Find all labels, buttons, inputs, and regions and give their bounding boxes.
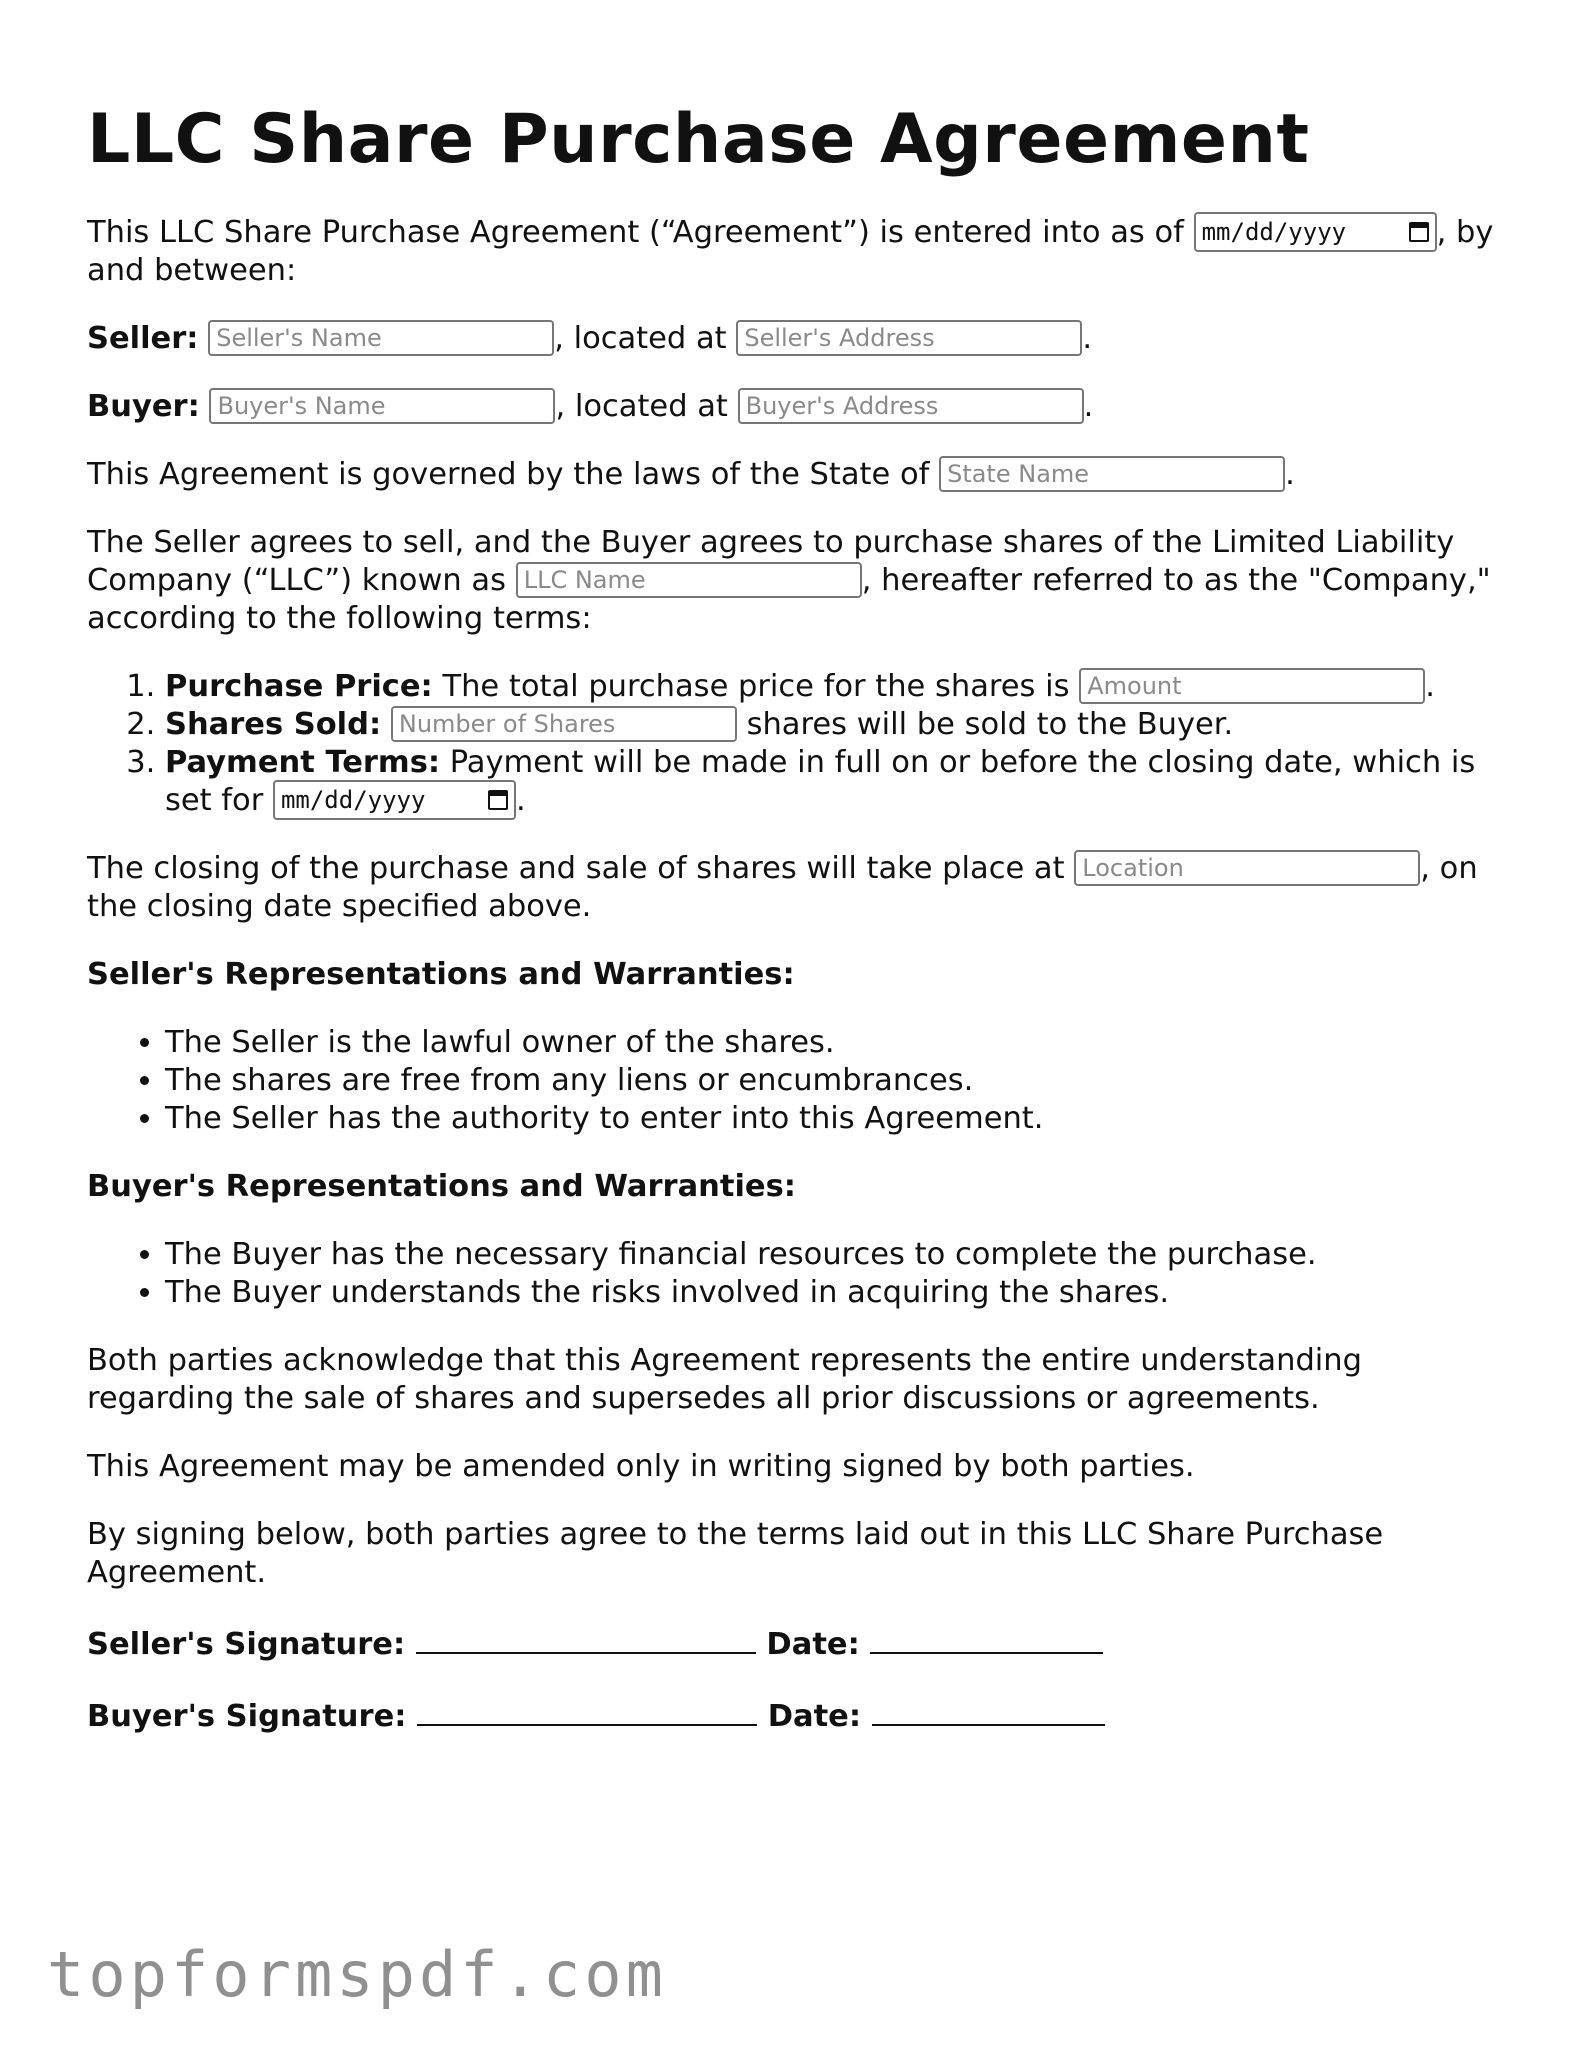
list-item: • The Seller is the lawful owner of the shares. bbox=[165, 1024, 1517, 1062]
buyer-signature-label: Buyer's Signature: bbox=[87, 1699, 407, 1734]
buyer-signature-field[interactable] bbox=[417, 1694, 757, 1726]
payment-terms-end: . bbox=[515, 783, 526, 818]
buyer-address-input[interactable] bbox=[738, 388, 1084, 424]
company-paragraph bbox=[87, 524, 1517, 638]
purchase-price-end: . bbox=[1425, 669, 1435, 704]
seller-reps-list bbox=[87, 1024, 1517, 1138]
signing-statement: By signing below, both parties agree to the terms laid out in this LLC Share Purchase Agreement. bbox=[87, 1517, 1384, 1590]
closing-text-after: , on the closing date specified above. bbox=[87, 851, 1478, 924]
term-shares-sold bbox=[165, 706, 1517, 744]
calendar-icon[interactable] bbox=[488, 790, 508, 810]
state-name-input[interactable] bbox=[939, 456, 1285, 492]
entire-agreement-paragraph: Both parties acknowledge that this Agreement represents the entire understanding regarding the sale of shares and supersedes all prior discussions or agreements. bbox=[87, 1343, 1362, 1416]
payment-terms-label: Payment Terms: bbox=[165, 745, 441, 780]
agreement-date-placeholder: mm/dd/yyyy bbox=[1201, 217, 1347, 246]
closing-date-placeholder: mm/dd/yyyy bbox=[280, 785, 426, 814]
agreement-date-input[interactable] bbox=[1194, 212, 1437, 252]
seller-date-field[interactable] bbox=[870, 1622, 1103, 1654]
buyer-name-input[interactable] bbox=[209, 388, 555, 424]
buyer-date-field[interactable] bbox=[872, 1694, 1105, 1726]
company-text: The Seller agrees to sell, and the Buyer agrees to purchase shares of the Limited Liability Company (“LLC”) known as bbox=[87, 525, 1455, 598]
term-payment-terms bbox=[165, 744, 1517, 820]
llc-name-input[interactable] bbox=[516, 562, 862, 598]
term-purchase-price bbox=[165, 668, 1517, 706]
watermark: topformspdf.com bbox=[47, 1938, 667, 2011]
location-input[interactable] bbox=[1074, 850, 1420, 886]
buyer-line bbox=[87, 388, 1517, 426]
list-item: • The shares are free from any liens or encumbrances. bbox=[165, 1062, 1517, 1100]
seller-reps-heading: Seller's Representations and Warranties: bbox=[87, 957, 795, 992]
amount-input[interactable] bbox=[1079, 668, 1425, 704]
seller-located-text: , located at bbox=[554, 321, 727, 356]
buyer-label: Buyer: bbox=[87, 389, 200, 424]
seller-date-label: Date: bbox=[766, 1627, 860, 1662]
terms-list bbox=[87, 668, 1517, 820]
seller-signature-label: Seller's Signature: bbox=[87, 1627, 406, 1662]
governing-law-paragraph bbox=[87, 456, 1517, 494]
purchase-price-text: The total purchase price for the shares is bbox=[442, 669, 1070, 704]
seller-signature-field[interactable] bbox=[416, 1622, 756, 1654]
intro-text: This LLC Share Purchase Agreement (“Agreement”) is entered into as of bbox=[87, 215, 1184, 250]
governing-text: This Agreement is governed by the laws of the State of bbox=[87, 457, 930, 492]
list-item: • The Buyer understands the risks involved in acquiring the shares. bbox=[165, 1274, 1517, 1312]
buyer-located-text: , located at bbox=[555, 389, 728, 424]
calendar-icon[interactable] bbox=[1409, 222, 1429, 242]
closing-paragraph bbox=[87, 850, 1517, 926]
buyer-line-end: . bbox=[1083, 389, 1094, 424]
document-title: LLC Share Purchase Agreement bbox=[87, 100, 1310, 179]
buyer-reps-list bbox=[87, 1236, 1517, 1312]
document-page bbox=[87, 100, 1517, 1766]
intro-paragraph bbox=[87, 214, 1517, 290]
amendment-paragraph: This Agreement may be amended only in writing signed by both parties. bbox=[87, 1449, 1195, 1484]
company-text-after: , hereafter referred to as the "Company," according to the following terms: bbox=[87, 563, 1491, 636]
number-of-shares-input[interactable] bbox=[391, 706, 737, 742]
shares-sold-text: shares will be sold to the Buyer. bbox=[746, 707, 1234, 742]
list-item: • The Buyer has the necessary financial resources to complete the purchase. bbox=[165, 1236, 1517, 1274]
seller-line-end: . bbox=[1082, 321, 1093, 356]
list-item: • The Seller has the authority to enter into this Agreement. bbox=[165, 1100, 1517, 1138]
buyer-signature-line bbox=[87, 1694, 1517, 1736]
buyer-reps-heading: Buyer's Representations and Warranties: bbox=[87, 1169, 796, 1204]
seller-label: Seller: bbox=[87, 321, 199, 356]
seller-line bbox=[87, 320, 1517, 358]
seller-signature-line bbox=[87, 1622, 1517, 1664]
purchase-price-label: Purchase Price: bbox=[165, 669, 433, 704]
governing-end: . bbox=[1285, 457, 1295, 492]
closing-text: The closing of the purchase and sale of shares will take place at bbox=[87, 851, 1065, 886]
intro-text-after: , by and between: bbox=[87, 215, 1494, 288]
payment-terms-text: Payment will be made in full on or before the closing date, which is set for bbox=[165, 745, 1476, 818]
seller-address-input[interactable] bbox=[736, 320, 1082, 356]
buyer-date-label: Date: bbox=[767, 1699, 862, 1734]
seller-name-input[interactable] bbox=[208, 320, 554, 356]
closing-date-input[interactable] bbox=[273, 780, 516, 820]
shares-sold-label: Shares Sold: bbox=[165, 707, 382, 742]
